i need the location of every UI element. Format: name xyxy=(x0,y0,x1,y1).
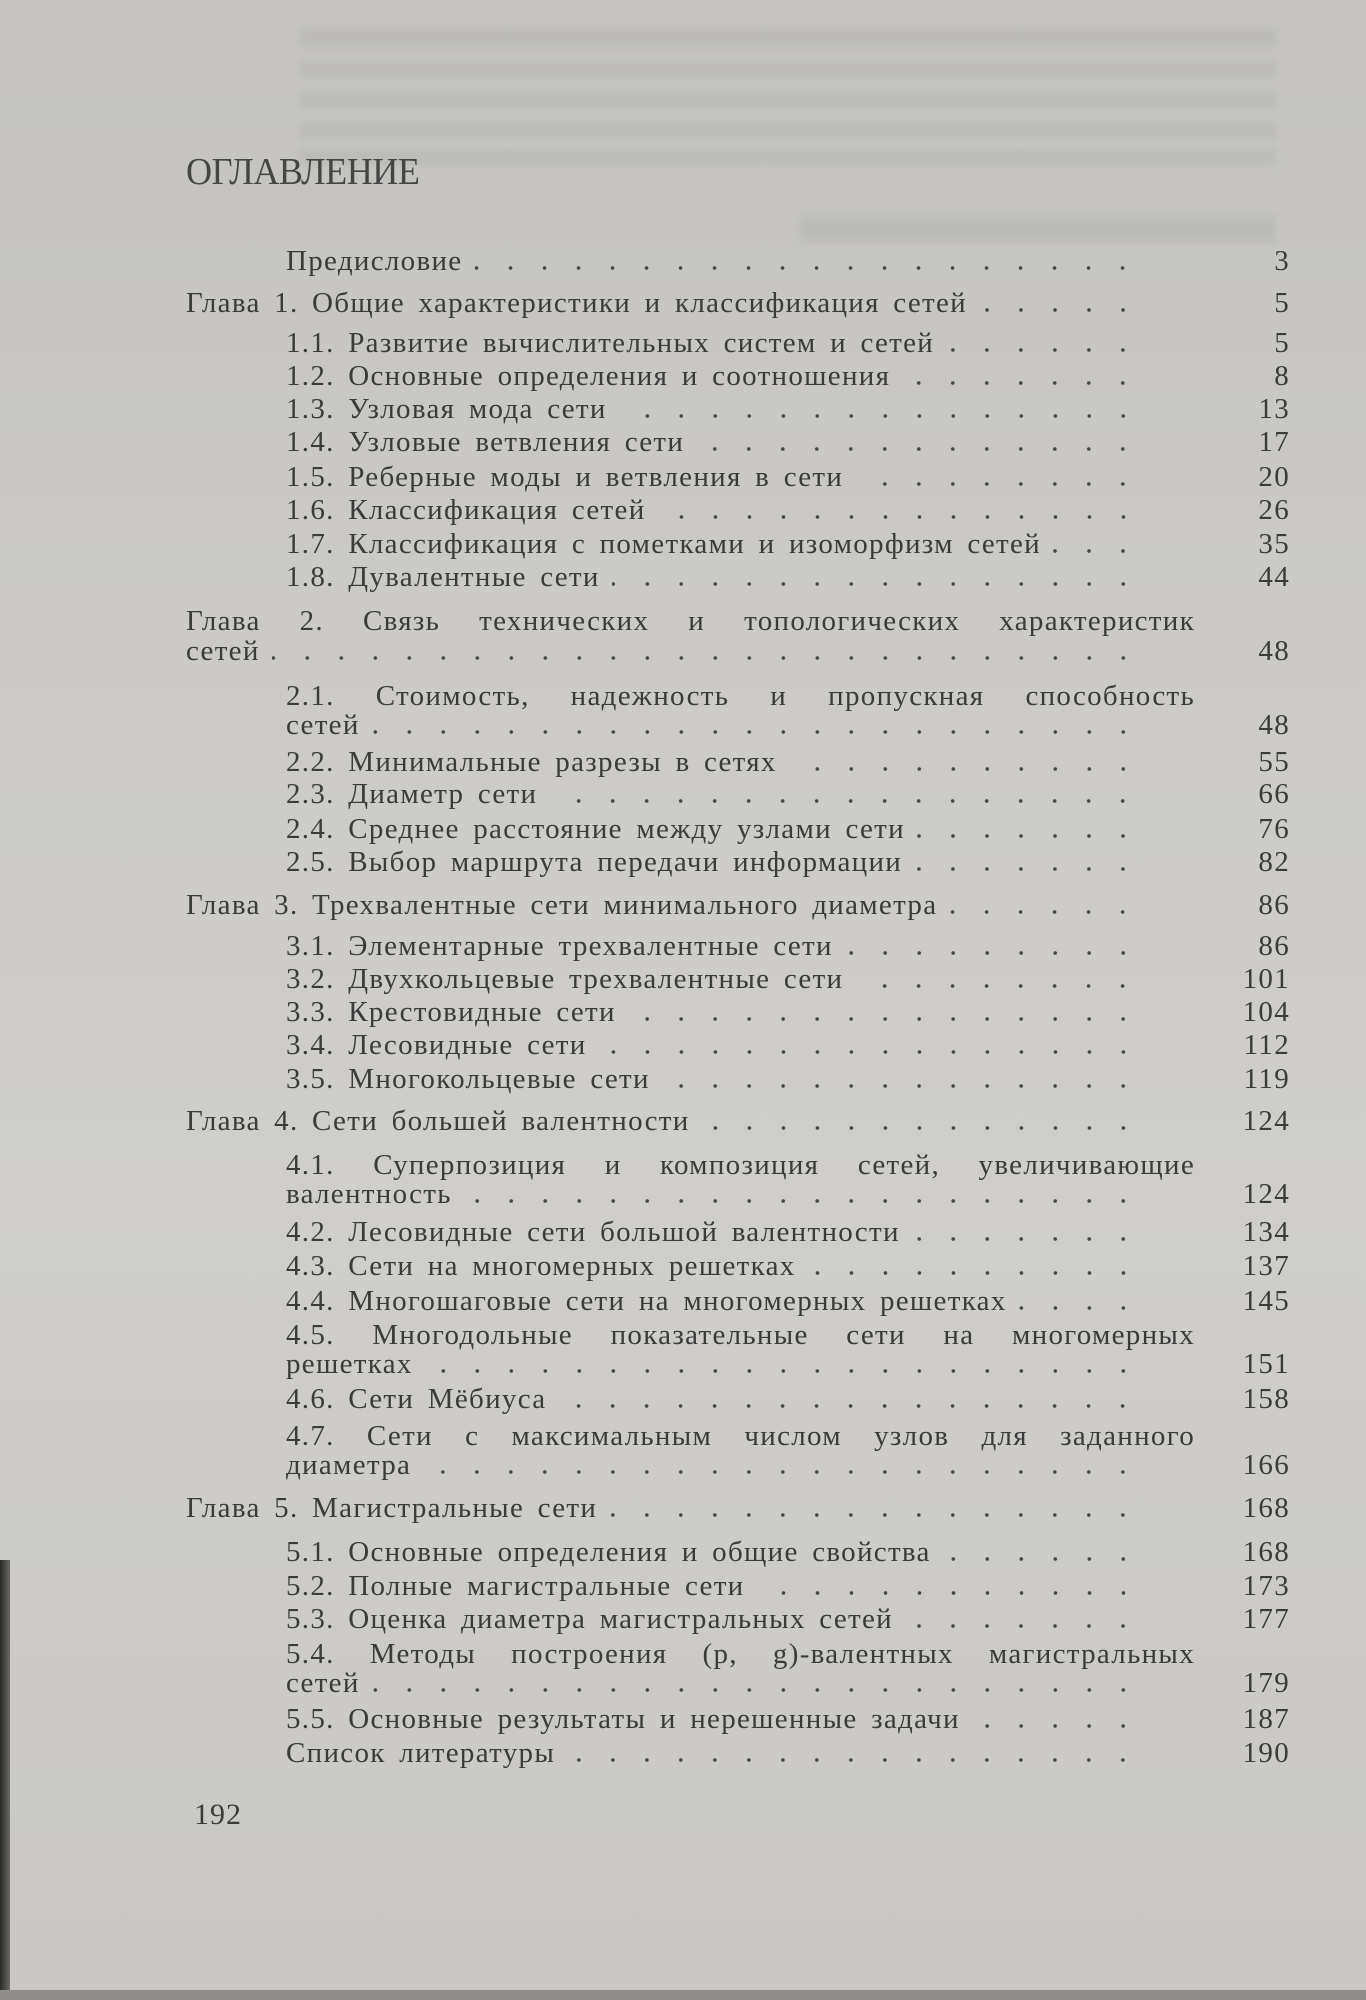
toc-page-number: 145 xyxy=(1242,1285,1290,1317)
toc-page-number: 26 xyxy=(1258,494,1290,526)
dot-leader xyxy=(917,834,1140,838)
page-edge xyxy=(0,1990,1366,2000)
toc-line xyxy=(286,997,1290,1027)
toc-page-number: 86 xyxy=(1258,889,1290,921)
toc-entry xyxy=(286,1537,1290,1567)
dot-leader xyxy=(372,730,1140,734)
toc-page-number: 190 xyxy=(1242,1737,1290,1769)
toc-entry xyxy=(286,328,1290,358)
dot-leader xyxy=(845,951,1140,955)
toc-line xyxy=(186,890,1290,920)
toc-entry-title: 1.7. Классификация с пометками и изоморфизм сетей xyxy=(286,528,1041,560)
toc-entry xyxy=(286,1030,1290,1060)
toc-line xyxy=(186,1106,1290,1136)
toc-entry-title: 1.8. Дувалентные сети xyxy=(286,561,600,593)
toc-line xyxy=(286,710,1290,740)
dot-leader xyxy=(464,1199,1140,1203)
dot-leader xyxy=(423,1470,1140,1474)
toc-entry-title: 2.3. Диаметр сети xyxy=(286,778,538,810)
toc-entry xyxy=(286,562,1290,592)
dot-leader xyxy=(979,308,1140,312)
toc-page-number: 44 xyxy=(1258,561,1290,593)
toc-line xyxy=(286,1738,1290,1768)
toc-line xyxy=(286,246,1290,276)
toc-entry xyxy=(286,1604,1290,1634)
toc-page-number: 76 xyxy=(1258,813,1290,845)
toc-page-number: 48 xyxy=(1258,709,1290,741)
toc-entry-title: Глава 5. Магистральные сети xyxy=(186,1492,598,1524)
toc-page-number: 5 xyxy=(1274,287,1290,319)
toc-page-number: 187 xyxy=(1242,1703,1290,1735)
toc-page-number: 13 xyxy=(1258,393,1290,425)
page-title: ОГЛАВЛЕНИЕ xyxy=(186,151,420,193)
dot-leader xyxy=(372,1688,1140,1692)
toc-entry-title: 5.4. Методы построения (p, g)-валентных магистральных xyxy=(286,1638,1195,1670)
toc-entry xyxy=(286,1217,1290,1247)
toc-page-number: 20 xyxy=(1258,461,1290,493)
toc-line xyxy=(286,747,1290,777)
toc-entry xyxy=(186,890,1290,920)
dot-leader xyxy=(474,266,1140,270)
toc-entry-title: решетках xyxy=(286,1348,413,1380)
toc-page-number: 8 xyxy=(1274,360,1290,392)
toc-entry xyxy=(286,1738,1290,1768)
toc-entry xyxy=(286,997,1290,1027)
toc-page-number: 86 xyxy=(1258,930,1290,962)
dot-leader xyxy=(567,1758,1140,1762)
toc-entry xyxy=(286,1421,1290,1480)
toc-line xyxy=(286,681,1290,711)
toc-entry xyxy=(286,747,1290,777)
toc-entry-title: 4.7. Сети с максимальным числом узлов для заданного xyxy=(286,1420,1195,1452)
toc-entry xyxy=(286,427,1290,457)
toc-entry xyxy=(286,1286,1290,1316)
toc-entry xyxy=(286,495,1290,525)
toc-entry xyxy=(286,1384,1290,1414)
toc-entry-title: 1.6. Классификация сетей xyxy=(286,494,646,526)
toc-entry-title: 1.3. Узловая мода сети xyxy=(286,393,607,425)
toc-line xyxy=(286,1537,1290,1567)
toc-line xyxy=(186,288,1290,318)
dot-leader xyxy=(425,1369,1140,1373)
toc-entry xyxy=(286,529,1290,559)
dot-leader xyxy=(789,767,1140,771)
dot-leader xyxy=(949,910,1140,914)
toc-entry-title: Глава 3. Трехвалентные сети минимального диаметра xyxy=(186,889,938,921)
toc-entry-title: 5.3. Оценка диаметра магистральных сетей xyxy=(286,1603,893,1635)
dot-leader xyxy=(609,1513,1140,1517)
dot-leader xyxy=(972,1724,1140,1728)
toc-page-number: 134 xyxy=(1242,1216,1290,1248)
bleed-through-line xyxy=(300,150,1276,166)
toc-entry xyxy=(286,814,1290,844)
toc-line xyxy=(286,394,1290,424)
dot-leader xyxy=(943,1557,1140,1561)
toc-line xyxy=(286,1286,1290,1316)
toc-entry-title: Глава 1. Общие характеристики и классификация сетей xyxy=(186,287,967,319)
toc-entry-title: 2.2. Минимальные разрезы в сетях xyxy=(286,746,777,778)
toc-entry-title: сетей xyxy=(286,1667,360,1699)
toc-entry xyxy=(286,394,1290,424)
dot-leader xyxy=(549,799,1140,803)
toc-line xyxy=(286,1150,1290,1180)
toc-entry xyxy=(186,1493,1290,1523)
toc-line xyxy=(286,931,1290,961)
toc-entry-title: 4.2. Лесовидные сети большой валентности xyxy=(286,1216,900,1248)
toc-page-number: 17 xyxy=(1258,426,1290,458)
toc-page-number: 124 xyxy=(1242,1178,1290,1210)
toc-page-number: 55 xyxy=(1258,746,1290,778)
toc-entry-title: валентность xyxy=(286,1178,452,1210)
toc-line xyxy=(286,1384,1290,1414)
toc-line xyxy=(286,562,1290,592)
toc-entry-title: 1.2. Основные определения и соотношения xyxy=(286,360,891,392)
dot-leader xyxy=(914,867,1140,871)
toc-line xyxy=(286,847,1290,877)
dot-leader xyxy=(272,656,1140,660)
page-number: 192 xyxy=(194,1798,242,1831)
toc-entry-title: Предисловие xyxy=(286,245,463,277)
dot-leader xyxy=(702,1126,1140,1130)
toc-page-number: 5 xyxy=(1274,327,1290,359)
toc-page-number: 48 xyxy=(1258,635,1290,667)
dot-leader xyxy=(905,1624,1140,1628)
dot-leader xyxy=(662,1084,1140,1088)
bleed-through-line xyxy=(300,122,1276,138)
toc-line xyxy=(286,1604,1290,1634)
toc-entry xyxy=(186,1106,1290,1136)
toc-entry-title: 1.4. Узловые ветвления сети xyxy=(286,426,685,458)
toc-line xyxy=(286,779,1290,809)
dot-leader xyxy=(619,414,1140,418)
dot-leader xyxy=(1019,1306,1140,1310)
toc-line xyxy=(286,1421,1290,1451)
toc-entry-title: 2.5. Выбор маршрута передачи информации xyxy=(286,846,903,878)
toc-line xyxy=(286,529,1290,559)
toc-line xyxy=(186,1493,1290,1523)
toc-entry xyxy=(286,1571,1290,1601)
toc-entry xyxy=(286,1320,1290,1379)
toc-entry-title: сетей xyxy=(186,635,260,667)
toc-line xyxy=(186,606,1290,636)
toc-entry-title: 3.5. Многокольцевые сети xyxy=(286,1063,650,1095)
toc-entry xyxy=(286,779,1290,809)
toc-page-number: 112 xyxy=(1243,1029,1290,1061)
toc-entry xyxy=(286,1150,1290,1209)
toc-entry-title: Глава 4. Сети большей валентности xyxy=(186,1105,690,1137)
toc-entry-title: 4.1. Суперпозиция и композиция сетей, увеличивающие xyxy=(286,1149,1195,1181)
toc-entry-title: диаметра xyxy=(286,1449,412,1481)
toc-entry-title: 4.6. Сети Мёбиуса xyxy=(286,1383,547,1415)
toc-entry xyxy=(186,288,1290,318)
dot-leader xyxy=(757,1591,1141,1595)
toc-line xyxy=(286,1251,1290,1281)
toc-line xyxy=(286,495,1290,525)
toc-line xyxy=(286,1571,1290,1601)
toc-page-number: 168 xyxy=(1242,1536,1290,1568)
toc-entry-title: 4.4. Многошаговые сети на многомерных решетках xyxy=(286,1285,1007,1317)
toc-line xyxy=(286,328,1290,358)
toc-page-number: 137 xyxy=(1242,1250,1290,1282)
toc-page-number: 104 xyxy=(1242,996,1290,1028)
toc-line xyxy=(286,1064,1290,1094)
toc-entry-title: 3.1. Элементарные трехвалентные сети xyxy=(286,930,833,962)
toc-line xyxy=(286,427,1290,457)
dot-leader xyxy=(599,1050,1140,1054)
toc-line xyxy=(286,462,1290,492)
toc-line xyxy=(286,1030,1290,1060)
toc-entry-title: сетей xyxy=(286,709,360,741)
toc-line xyxy=(286,1639,1290,1669)
toc-page-number: 151 xyxy=(1242,1348,1290,1380)
toc-line xyxy=(286,1450,1290,1480)
dot-leader xyxy=(558,1404,1140,1408)
dot-leader xyxy=(628,1017,1140,1021)
toc-entry-title: 4.5. Многодольные показательные сети на многомерных xyxy=(286,1319,1195,1351)
bleed-through-line xyxy=(300,30,1276,46)
toc-entry xyxy=(286,681,1290,740)
toc-page-number: 177 xyxy=(1242,1603,1290,1635)
toc-entry xyxy=(286,931,1290,961)
toc-entry-title: Список литературы xyxy=(286,1737,556,1769)
toc-line xyxy=(286,361,1290,391)
toc-line xyxy=(286,1668,1290,1698)
bleed-through-line xyxy=(800,228,1276,244)
toc-entry-title: 5.2. Полные магистральные сети xyxy=(286,1570,745,1602)
toc-page-number: 158 xyxy=(1242,1383,1290,1415)
toc-page-number: 101 xyxy=(1242,963,1290,995)
toc-page-number: 166 xyxy=(1242,1449,1290,1481)
toc-entry xyxy=(286,462,1290,492)
toc-page-number: 3 xyxy=(1274,245,1290,277)
dot-leader xyxy=(855,482,1140,486)
toc-entry-title: 4.3. Сети на многомерных решетках xyxy=(286,1250,796,1282)
toc-page-number: 66 xyxy=(1258,778,1290,810)
toc-entry-title: 2.4. Среднее расстояние между узлами сети xyxy=(286,813,905,845)
book-spine-shadow xyxy=(0,1560,10,2000)
toc-entry xyxy=(286,1704,1290,1734)
toc-entry-title: 3.4. Лесовидные сети xyxy=(286,1029,587,1061)
dot-leader xyxy=(808,1271,1140,1275)
toc-page-number: 179 xyxy=(1242,1667,1290,1699)
bleed-through-line xyxy=(300,92,1276,108)
toc-page-number: 82 xyxy=(1258,846,1290,878)
toc-page-number: 168 xyxy=(1242,1492,1290,1524)
toc-page-number: 119 xyxy=(1243,1063,1290,1095)
toc-line xyxy=(286,1349,1290,1379)
dot-leader xyxy=(902,381,1140,385)
toc-line xyxy=(286,814,1290,844)
toc-entry-title: 5.1. Основные определения и общие свойства xyxy=(286,1536,931,1568)
toc-line xyxy=(286,1179,1290,1209)
toc-page-number: 124 xyxy=(1242,1105,1290,1137)
dot-leader xyxy=(1053,549,1140,553)
toc-page-number: 35 xyxy=(1258,528,1290,560)
toc-entry-title: Глава 2. Связь технических и топологических характеристик xyxy=(186,605,1195,637)
toc-entry-title: 1.5. Реберные моды и ветвления в сети xyxy=(286,461,844,493)
bleed-through-line xyxy=(300,62,1276,78)
toc-entry-title: 1.1. Развитие вычислительных систем и сетей xyxy=(286,327,935,359)
toc-entry-title: 2.1. Стоимость, надежность и пропускная способность xyxy=(286,680,1195,712)
toc-entry xyxy=(286,1639,1290,1698)
dot-leader xyxy=(855,984,1140,988)
toc-line xyxy=(286,964,1290,994)
toc-line xyxy=(286,1704,1290,1734)
dot-leader xyxy=(912,1237,1140,1241)
toc-entry-title: 3.3. Крестовидные сети xyxy=(286,996,616,1028)
toc-line xyxy=(186,636,1290,666)
toc-entry-title: 3.2. Двухкольцевые трехвалентные сети xyxy=(286,963,844,995)
toc-entry xyxy=(286,847,1290,877)
toc-line xyxy=(286,1320,1290,1350)
toc-entry xyxy=(286,1064,1290,1094)
dot-leader xyxy=(658,515,1140,519)
toc-entry-title: 5.5. Основные результаты и нерешенные задачи xyxy=(286,1703,960,1735)
toc-entry xyxy=(286,246,1290,276)
toc-line xyxy=(286,1217,1290,1247)
toc-entry xyxy=(286,361,1290,391)
toc-entry xyxy=(286,964,1290,994)
toc-page-number: 173 xyxy=(1242,1570,1290,1602)
dot-leader xyxy=(946,348,1140,352)
toc-entry xyxy=(286,1251,1290,1281)
dot-leader xyxy=(612,582,1140,586)
toc-entry xyxy=(186,606,1290,666)
dot-leader xyxy=(696,447,1140,451)
